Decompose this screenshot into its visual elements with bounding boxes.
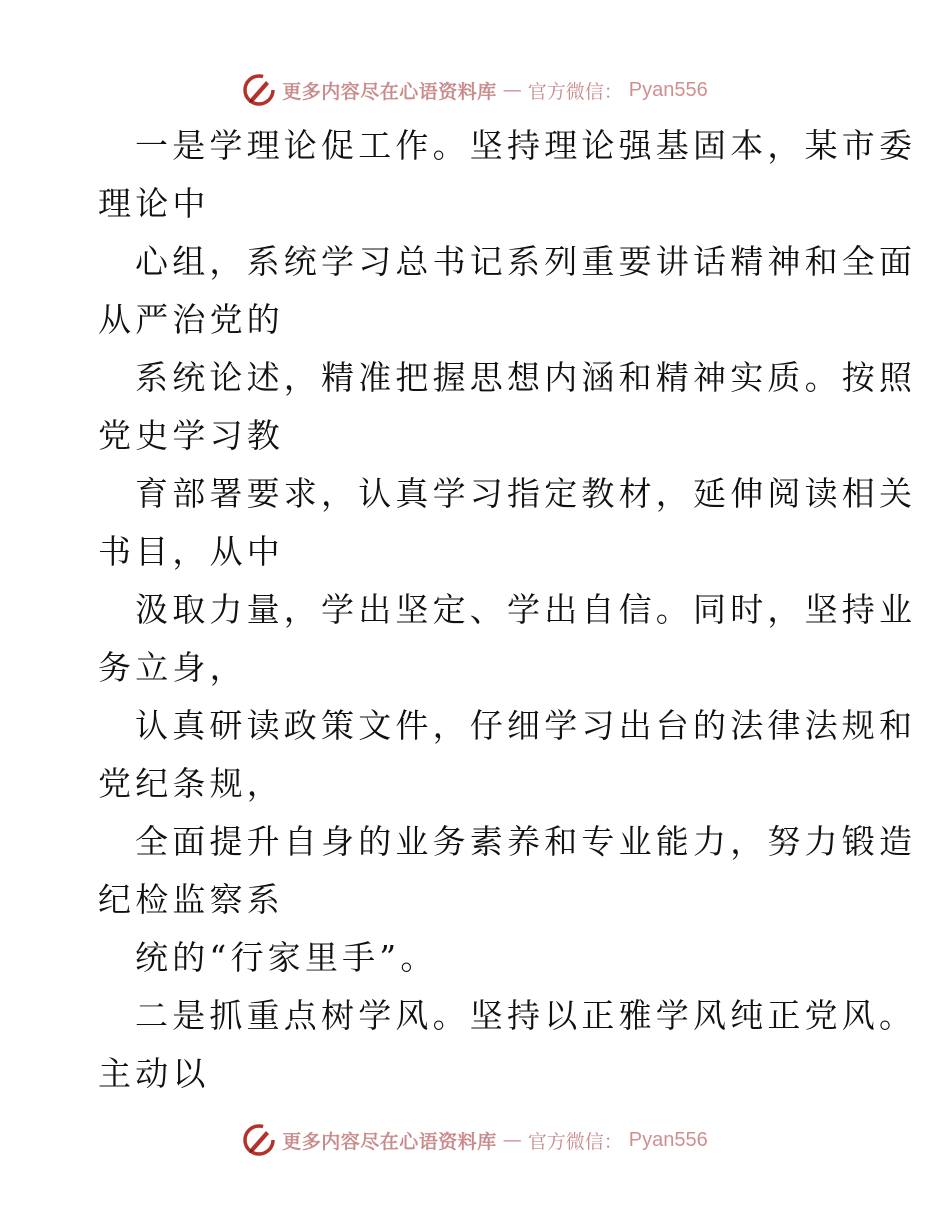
- body-line: 纪检监察系: [98, 880, 284, 919]
- body-line: 系统论述，精准把握思想内涵和精神实质。按照: [135, 358, 917, 397]
- body-line: 育部署要求，认真学习指定教材，延伸阅读相关: [135, 474, 917, 513]
- body-line: 一是学理论促工作。坚持理论强基固本，某市委: [135, 126, 917, 165]
- body-line: 统的“行家里手”。: [135, 938, 438, 977]
- body-line: 书目，从中: [98, 532, 284, 571]
- banner-site-text: 更多内容尽在心语资料库: [282, 1130, 497, 1153]
- banner-dash: —: [502, 1129, 522, 1151]
- body-line: 全面提升自身的业务素养和专业能力，努力锻造: [135, 822, 917, 861]
- body-line: 党纪条规，: [98, 764, 284, 803]
- body-line: 理论中: [98, 184, 210, 223]
- banner-wechat-label: 官方微信：: [527, 80, 623, 103]
- body-line: 务立身，: [98, 648, 247, 687]
- body-line: 认真研读政策文件，仔细学习出台的法律法规和: [135, 706, 917, 745]
- pen-logo-icon: [242, 1123, 276, 1157]
- body-line: 心组，系统学习总书记系列重要讲话精神和全面: [135, 242, 917, 281]
- pen-logo-icon: [242, 73, 276, 107]
- header-banner: [0, 70, 950, 110]
- body-line: 汲取力量，学出坚定、学出自信。同时，坚持业: [135, 590, 917, 629]
- banner-wechat-label: 官方微信：: [527, 1130, 623, 1153]
- body-line: 从严治党的: [98, 300, 284, 339]
- body-line: 二是抓重点树学风。坚持以正雅学风纯正党风。: [135, 996, 917, 1035]
- body-line: 主动以: [98, 1054, 210, 1093]
- banner-wechat-id: Pyan556: [628, 78, 708, 101]
- banner-site-text: 更多内容尽在心语资料库: [282, 80, 497, 103]
- footer-banner: [0, 1120, 950, 1160]
- body-line: 党史学习教: [98, 416, 284, 455]
- banner-wechat-id: Pyan556: [628, 1128, 708, 1151]
- banner-dash: —: [502, 79, 522, 101]
